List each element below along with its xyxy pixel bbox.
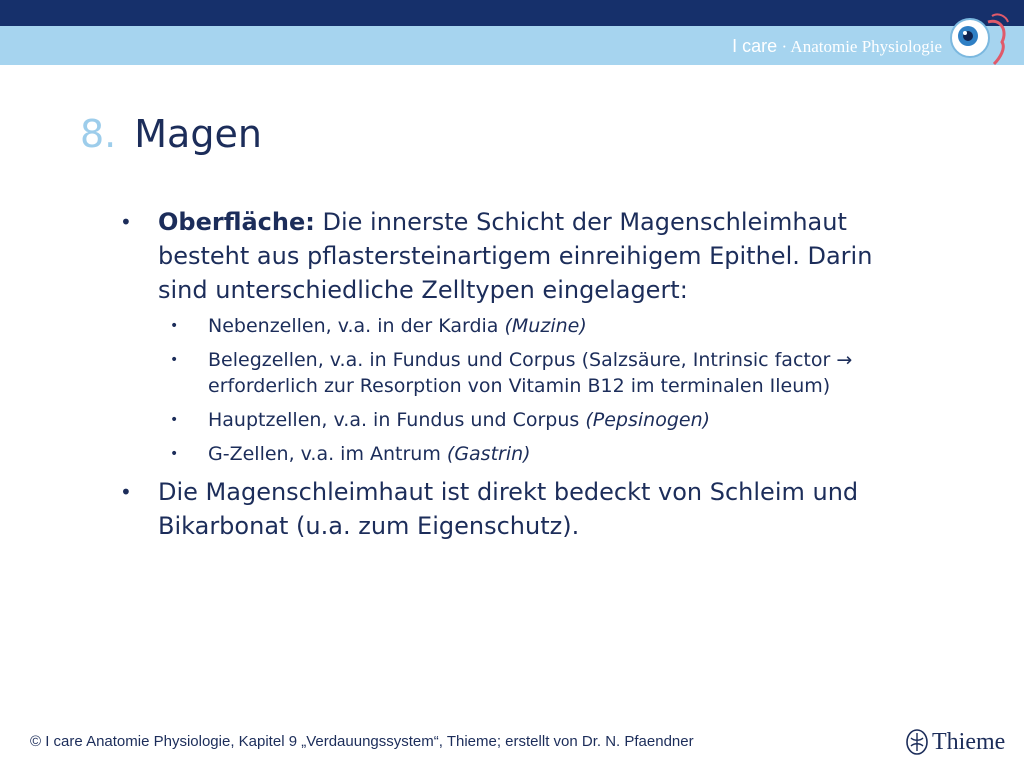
list-item-text: Hauptzellen, v.a. in Fundus und Corpus	[208, 409, 586, 431]
bullet-dot: •	[120, 210, 132, 234]
list-item	[170, 313, 920, 339]
list-item	[170, 347, 920, 399]
thieme-logo	[906, 726, 1005, 758]
header-top-bar	[0, 0, 1024, 26]
bullet-mucus	[120, 475, 920, 543]
list-item-italic: (Pepsinogen)	[585, 409, 711, 431]
slide-title	[80, 112, 262, 156]
brand-sub: · Anatomie Physiologie	[781, 37, 942, 56]
bullet-text: Die innerste Schicht der Magenschleimhaut besteht aus pflastersteinartigem einreihigem Epithel. Darin sind unterschiedliche Zelltypen eingelagert:	[158, 208, 873, 304]
bullet-dot: •	[170, 412, 179, 428]
list-item-text: Nebenzellen, v.a. in der Kardia	[208, 315, 505, 337]
list-item-text: Belegzellen, v.a. in Fundus und Corpus (Salzsäure, Intrinsic factor → erforderlich zur Resorption von Vitamin B12 im terminalen Ileum)	[208, 349, 853, 397]
brand-label	[732, 36, 942, 57]
list-item-text: G-Zellen, v.a. im Antrum	[208, 443, 447, 465]
bullet-bold-lead: Oberfläche:	[158, 208, 315, 236]
slide-number: 8.	[80, 112, 117, 156]
cell-type-list	[120, 313, 920, 467]
bullet-dot: •	[170, 352, 179, 368]
list-item	[170, 407, 920, 433]
bullet-text: Die Magenschleimhaut ist direkt bedeckt von Schleim und Bikarbonat (u.a. zum Eigenschutz).	[158, 478, 859, 540]
bullet-dot: •	[120, 480, 132, 504]
list-item-italic: (Gastrin)	[446, 443, 531, 465]
thieme-emblem-icon	[906, 729, 928, 755]
slide-title-text: Magen	[134, 112, 262, 156]
bullet-surface	[120, 205, 920, 307]
publisher-name: Thieme	[932, 728, 1006, 755]
bullet-dot: •	[170, 318, 179, 334]
footer-copyright: © I care Anatomie Physiologie, Kapitel 9 „Verdauungssystem“, Thieme; erstellt von Dr. N. Pfaendner	[30, 733, 694, 750]
list-item	[170, 441, 920, 467]
brand-main: I care	[732, 36, 778, 56]
eye-logo-icon	[948, 8, 1016, 68]
slide-content	[120, 205, 920, 547]
bullet-dot: •	[170, 446, 179, 462]
list-item-italic: (Muzine)	[504, 315, 587, 337]
